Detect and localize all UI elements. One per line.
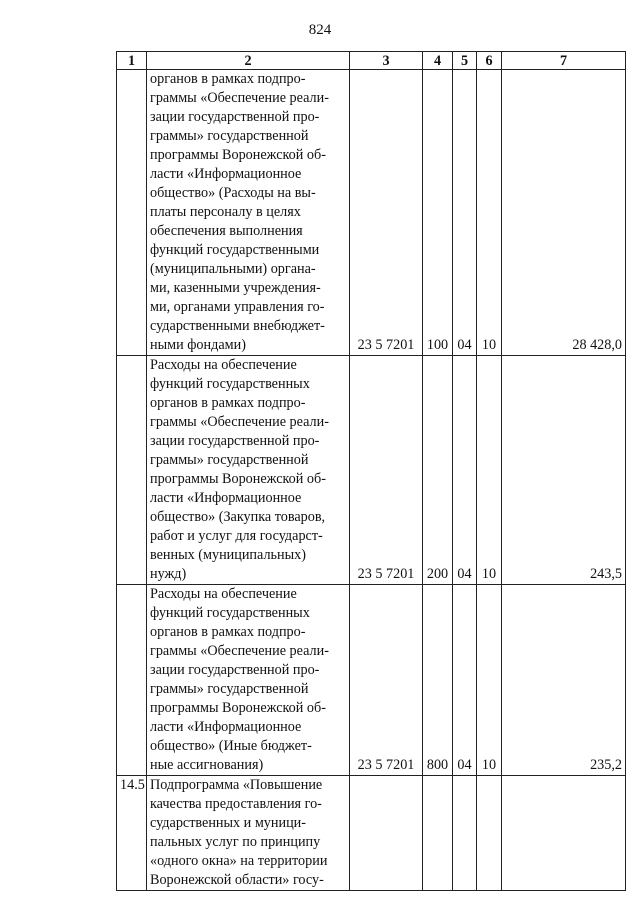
header-col-4: 4	[423, 52, 453, 70]
row-expense-type	[423, 776, 453, 891]
row-expense-type: 200	[423, 356, 453, 585]
row-target-code: 23 5 7201	[350, 356, 423, 585]
row-target-code	[350, 776, 423, 891]
row-section: 04	[453, 70, 477, 356]
row-number	[117, 356, 147, 585]
row-description: Расходы на обеспечение функций государственных органов в рамках подпро- граммы «Обеспечение реали- зации государственной про- граммы» государственной программы Воронежской об- ласти «Информационное общество» (Закупка товаров, работ и услуг для государст- венных (муниципальных) нужд)	[147, 356, 350, 585]
table-row	[117, 70, 626, 356]
header-col-1: 1	[117, 52, 147, 70]
row-expense-type: 800	[423, 585, 453, 776]
row-subsection: 10	[477, 356, 502, 585]
row-number: 14.5	[117, 776, 147, 891]
row-description: Подпрограмма «Повышение качества предоставления го- сударственных и муници- пальных услуг по принципу «одного окна» на территории Воронежской области» госу-	[147, 776, 350, 891]
table-row	[117, 585, 626, 776]
budget-table	[116, 51, 626, 891]
row-subsection: 10	[477, 585, 502, 776]
row-description: Расходы на обеспечение функций государственных органов в рамках подпро- граммы «Обеспечение реали- зации государственной про- граммы» государственной программы Воронежской об- ласти «Информационное общество» (Иные бюджет- ные ассигнования)	[147, 585, 350, 776]
row-number	[117, 70, 147, 356]
row-section: 04	[453, 585, 477, 776]
table-header-row	[117, 52, 626, 70]
header-col-6: 6	[477, 52, 502, 70]
row-amount	[502, 776, 626, 891]
row-amount: 243,5	[502, 356, 626, 585]
page-number: 824	[308, 22, 332, 38]
header-col-3: 3	[350, 52, 423, 70]
row-amount: 235,2	[502, 585, 626, 776]
table-row	[117, 776, 626, 891]
row-amount: 28 428,0	[502, 70, 626, 356]
row-section	[453, 776, 477, 891]
row-number	[117, 585, 147, 776]
row-section: 04	[453, 356, 477, 585]
row-subsection	[477, 776, 502, 891]
row-target-code: 23 5 7201	[350, 585, 423, 776]
header-col-5: 5	[453, 52, 477, 70]
row-description: органов в рамках подпро- граммы «Обеспечение реали- зации государственной про- граммы» государственной программы Воронежской об- ласти «Информационное общество» (Расходы на вы- платы персоналу в целях обеспечения выполнения функций государственными (муниципальными) органа- ми, казенными учреждения- ми, органами управления го- сударственными внебюджет- ными фондами)	[147, 70, 350, 356]
table-row	[117, 356, 626, 585]
row-subsection: 10	[477, 70, 502, 356]
row-target-code: 23 5 7201	[350, 70, 423, 356]
header-col-2: 2	[147, 52, 350, 70]
row-expense-type: 100	[423, 70, 453, 356]
header-col-7: 7	[502, 52, 626, 70]
